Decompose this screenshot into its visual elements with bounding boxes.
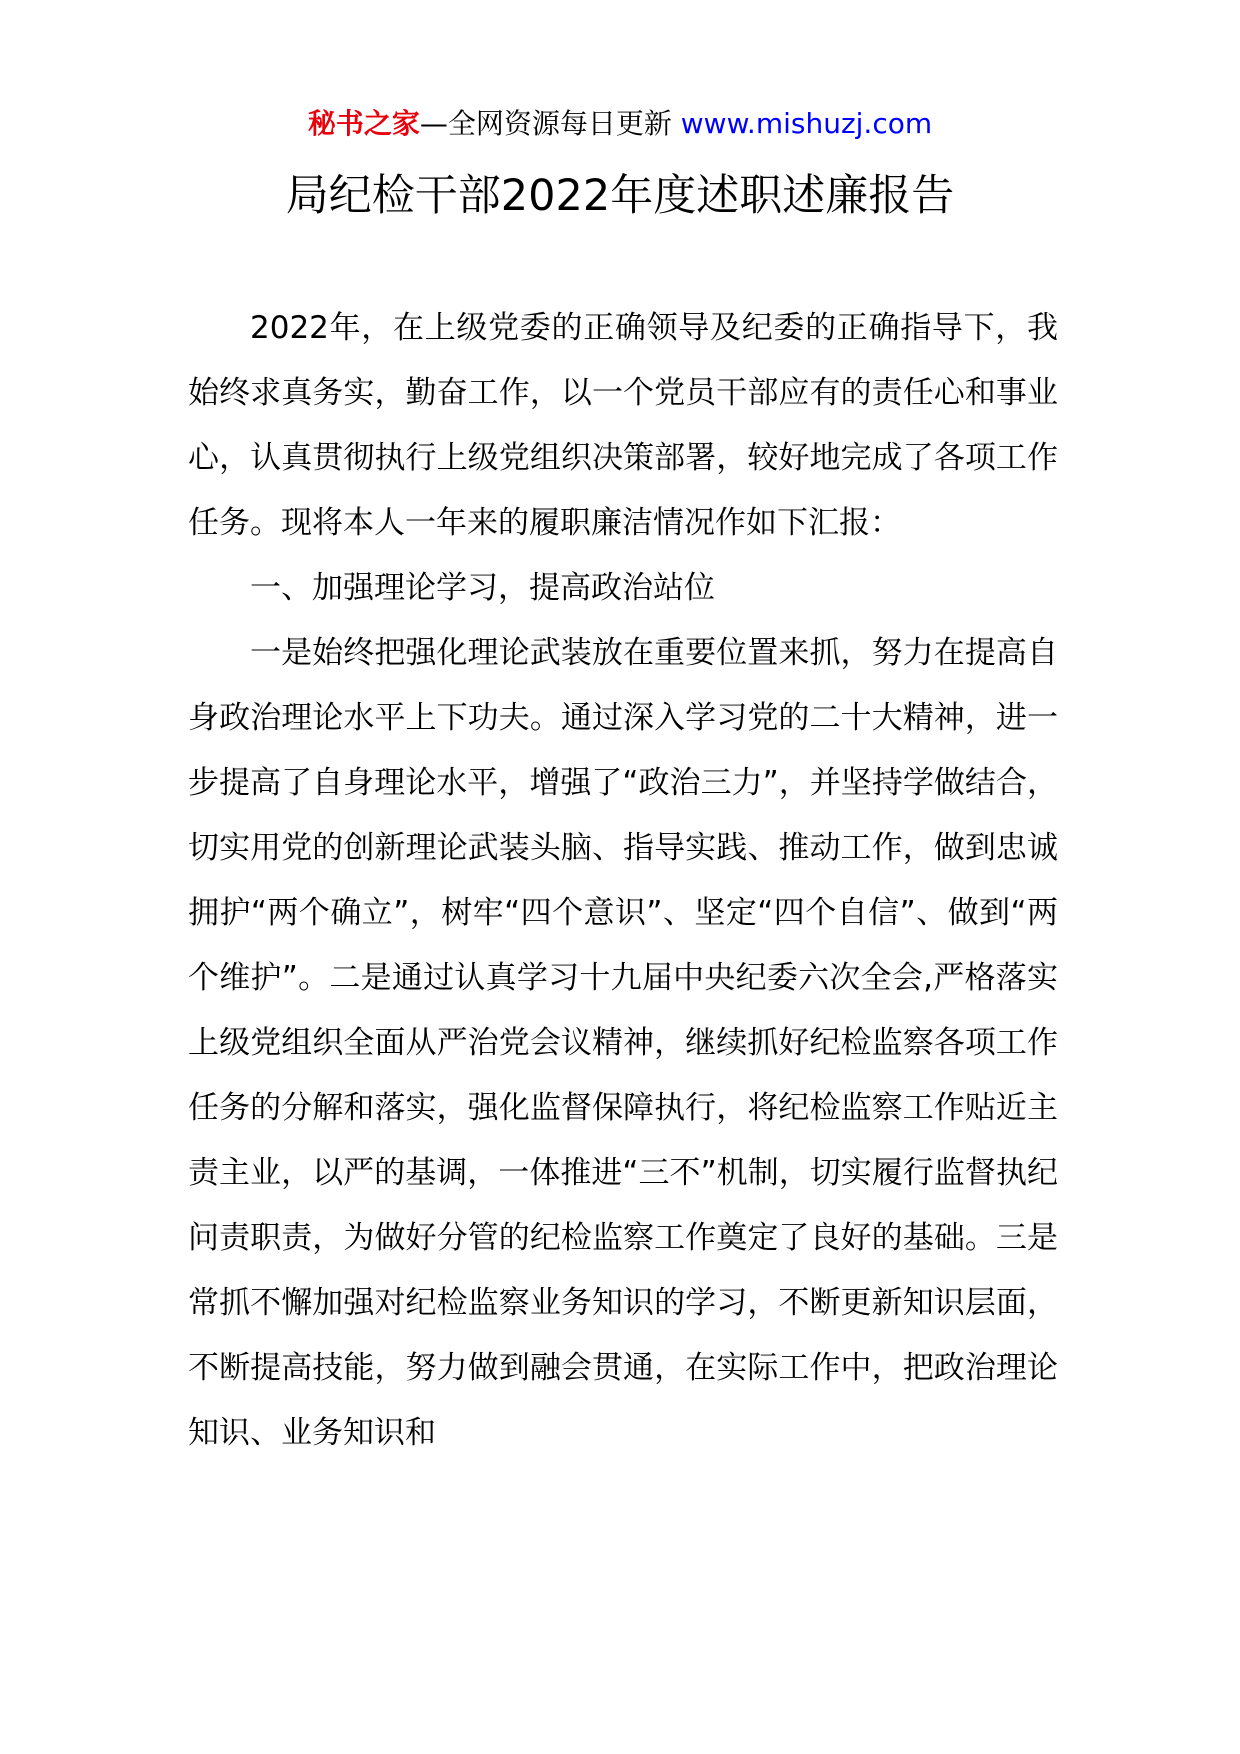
body-paragraph: 一是始终把强化理论武装放在重要位置来抓，努力在提高自身政治理论水平上下功夫。通过深入学习党的二十大精神，进一步提高了自身理论水平，增强了“政治三力”，并坚持学做结合，切实用党的创新理论武装头脑、指导实践、推动工作，做到忠诚拥护“两个确立”，树牢“四个意识”、坚定“四个自信”、做到“两个维护”。二是通过认真学习十九届中央纪委六次全会,严格落实上级党组织全面从严治党会议精神，继续抓好纪检监察各项工作任务的分解和落实，强化监督保障执行，将纪检监察工作贴近主责主业，以严的基调，一体推进“三不”机制，切实履行监督执纪问责职责，为做好分管的纪检监察工作奠定了良好的基础。三是常抓不懈加强对纪检监察业务知识的学习，不断更新知识层面，不断提高技能，努力做到融会贯通，在实际工作中，把政治理论知识、业务知识和 <box>188 635 1058 1451</box>
intro-paragraph: 2022年，在上级党委的正确领导及纪委的正确指导下，我始终求真务实，勤奋工作，以一个党员干部应有的责任心和事业心，认真贯彻执行上级党组织决策部署，较好地完成了各项工作任务。现将本人一年来的履职廉洁情况作如下汇报： <box>188 310 1058 541</box>
document-title: 局纪检干部2022年度述职述廉报告 <box>285 171 955 221</box>
document-body <box>188 296 1058 1466</box>
brand-name: 秘书之家 <box>307 107 420 140</box>
section-heading: 一、加强理论学习，提高政治站位 <box>250 570 715 606</box>
watermark-header <box>0 104 1240 144</box>
brand-slogan: —全网资源每日更新 <box>419 107 681 140</box>
brand-url: www.mishuzj.com <box>680 107 933 140</box>
